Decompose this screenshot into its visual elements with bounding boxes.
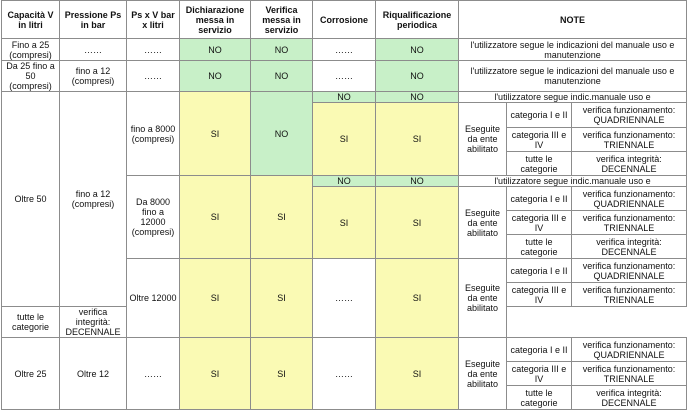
cell-categoria: categoria I e II	[507, 338, 572, 362]
cell-capacita: Oltre 50	[2, 92, 60, 307]
cell-psxv: ……	[127, 61, 180, 92]
cell-corrosione: SI	[313, 103, 376, 176]
cell-note: l'utilizzatore segue le indicazioni del manuale uso e manutenzione	[459, 61, 687, 92]
cell-dichiarazione: SI	[180, 92, 251, 176]
cell-verifica: NO	[251, 61, 313, 92]
table-row	[2, 39, 687, 61]
cell-riqualificazione: NO	[376, 176, 459, 187]
cell-verifica: NO	[251, 39, 313, 61]
cell-categoria: categoria III e IV	[507, 211, 572, 235]
cell-eseguite: Eseguite da ente abilitato	[459, 187, 507, 259]
cell-corrosione: NO	[313, 176, 376, 187]
cell-verifica: NO	[251, 92, 313, 176]
cell-eseguite: Eseguite da ente abilitato	[459, 103, 507, 176]
header-dichiarazione: Dichiarazione messa in servizio	[180, 1, 251, 39]
cell-verifica-periodica: verifica funzionamento: TRIENNALE	[572, 211, 687, 235]
header-corrosione: Corrosione	[313, 1, 376, 39]
cell-verifica-periodica: verifica funzionamento: QUADRIENNALE	[572, 187, 687, 211]
cell-pressione: ……	[60, 39, 127, 61]
cell-categoria: tutte le categorie	[507, 152, 572, 176]
cell-corrosione: ……	[313, 259, 376, 338]
cell-psxv: ……	[127, 338, 180, 410]
cell-categoria: categoria I e II	[507, 187, 572, 211]
cell-riqualificazione: SI	[376, 338, 459, 410]
cell-categoria: tutte le categorie	[507, 386, 572, 410]
regulation-table	[1, 0, 687, 410]
cell-riqualificazione: SI	[376, 103, 459, 176]
header-row	[2, 1, 687, 39]
cell-capacita: Da 25 fino a 50 (compresi)	[2, 61, 60, 92]
cell-eseguite: Eseguite da ente abilitato	[459, 259, 507, 338]
cell-pressione: fino a 12 (compresi)	[60, 61, 127, 92]
cell-psxv: ……	[127, 39, 180, 61]
cell-corrosione: ……	[313, 61, 376, 92]
cell-categoria: tutte le categorie	[507, 235, 572, 259]
table-row	[2, 338, 687, 362]
cell-corrosione: ……	[313, 39, 376, 61]
table-row	[2, 92, 687, 103]
cell-verifica: SI	[251, 176, 313, 259]
cell-verifica-periodica: verifica funzionamento: QUADRIENNALE	[572, 338, 687, 362]
cell-dichiarazione: NO	[180, 39, 251, 61]
header-note: NOTE	[459, 1, 687, 39]
cell-corrosione: NO	[313, 92, 376, 103]
cell-note: l'utilizzatore segue indic.manuale uso e	[459, 92, 687, 103]
cell-dichiarazione: NO	[180, 61, 251, 92]
cell-dichiarazione: SI	[180, 259, 251, 338]
cell-dichiarazione: SI	[180, 176, 251, 259]
cell-verifica-periodica: verifica funzionamento: QUADRIENNALE	[572, 103, 687, 128]
cell-pressione: Oltre 12	[60, 338, 127, 410]
cell-riqualificazione: NO	[376, 39, 459, 61]
cell-riqualificazione: NO	[376, 92, 459, 103]
cell-verifica-periodica: verifica funzionamento: TRIENNALE	[572, 283, 687, 307]
cell-categoria: categoria III e IV	[507, 362, 572, 386]
cell-capacita: Oltre 25	[2, 338, 60, 410]
table-row	[2, 61, 687, 92]
cell-corrosione: ……	[313, 338, 376, 410]
header-capacita: Capacità V in litri	[2, 1, 60, 39]
header-verifica: Verifica messa in servizio	[251, 1, 313, 39]
cell-verifica-periodica: verifica funzionamento: TRIENNALE	[572, 128, 687, 152]
cell-riqualificazione: SI	[376, 187, 459, 259]
cell-capacita: Fino a 25 (compresi)	[2, 39, 60, 61]
cell-pressione: fino a 12 (compresi)	[60, 92, 127, 307]
cell-verifica-periodica: verifica integrità: DECENNALE	[572, 386, 687, 410]
cell-categoria: tutte le categorie	[2, 307, 60, 338]
cell-psxv: Da 8000 fino a 12000 (compresi)	[127, 176, 180, 259]
cell-riqualificazione: SI	[376, 259, 459, 338]
cell-categoria: categoria III e IV	[507, 128, 572, 152]
cell-eseguite: Eseguite da ente abilitato	[459, 338, 507, 410]
header-pressione: Pressione Ps in bar	[60, 1, 127, 39]
cell-verifica-periodica: verifica integrità: DECENNALE	[60, 307, 127, 338]
cell-verifica: SI	[251, 338, 313, 410]
cell-psxv: Oltre 12000	[127, 259, 180, 338]
cell-note: l'utilizzatore segue indic.manuale uso e	[459, 176, 687, 187]
cell-categoria: categoria I e II	[507, 103, 572, 128]
cell-dichiarazione: SI	[180, 338, 251, 410]
header-riqualificazione: Riqualificazione periodica	[376, 1, 459, 39]
header-psxv: Ps x V bar x litri	[127, 1, 180, 39]
cell-riqualificazione: NO	[376, 61, 459, 92]
cell-verifica-periodica: verifica integrità: DECENNALE	[572, 235, 687, 259]
cell-verifica-periodica: verifica funzionamento: TRIENNALE	[572, 362, 687, 386]
cell-categoria: categoria I e II	[507, 259, 572, 283]
cell-note: l'utilizzatore segue le indicazioni del manuale uso e manutenzione	[459, 39, 687, 61]
cell-verifica-periodica: verifica integrità: DECENNALE	[572, 152, 687, 176]
cell-corrosione: SI	[313, 187, 376, 259]
cell-categoria: categoria III e IV	[507, 283, 572, 307]
cell-verifica-periodica: verifica funzionamento: QUADRIENNALE	[572, 259, 687, 283]
cell-psxv: fino a 8000 (compresi)	[127, 92, 180, 176]
cell-verifica: SI	[251, 259, 313, 338]
